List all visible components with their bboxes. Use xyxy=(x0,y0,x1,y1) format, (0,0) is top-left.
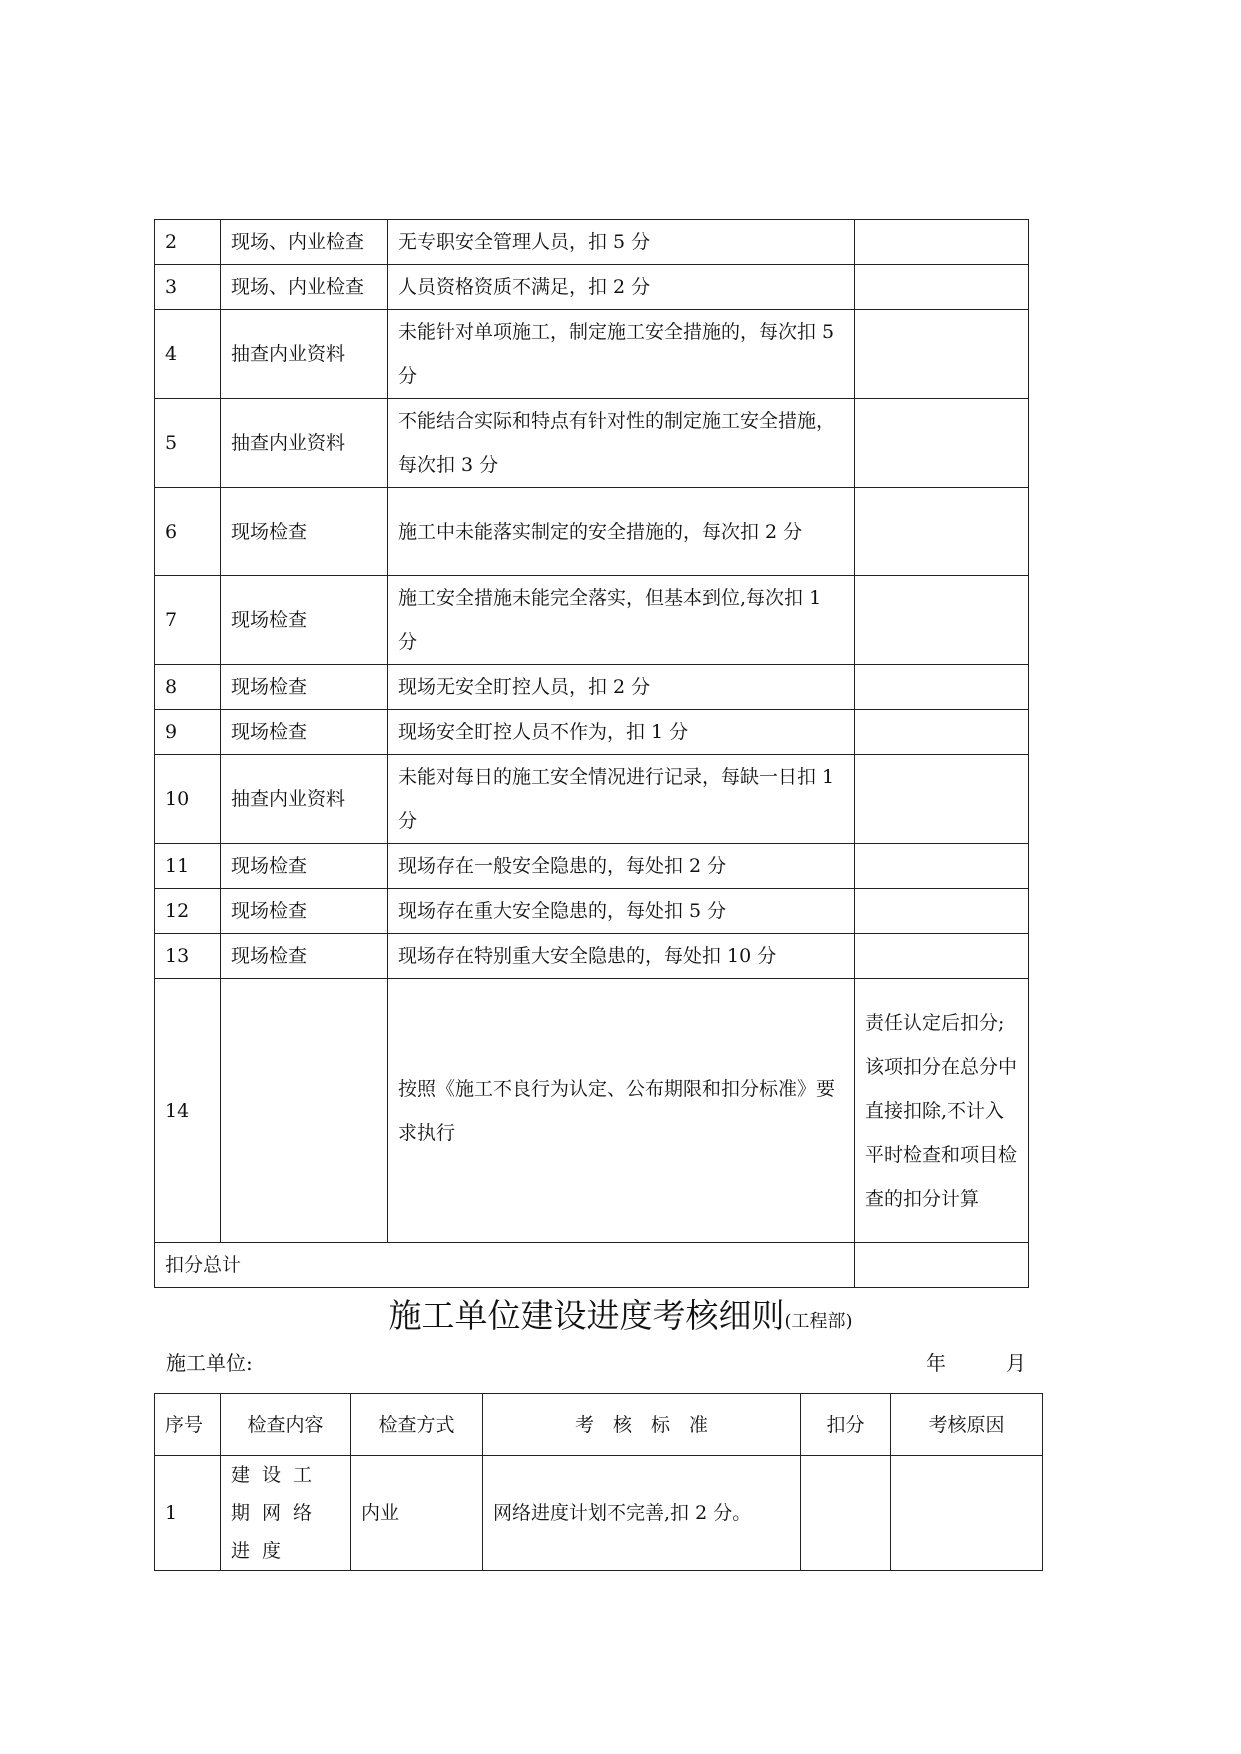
assessment-standard: 现场安全盯控人员不作为，扣 1 分 xyxy=(388,710,855,755)
table-row xyxy=(155,310,1029,399)
assessment-standard: 现场无安全盯控人员，扣 2 分 xyxy=(388,665,855,710)
check-content: 建设工期网络进度 xyxy=(221,1456,351,1571)
check-method: 现场检查 xyxy=(221,576,388,665)
header-standard: 考 核 标 准 xyxy=(483,1394,801,1456)
note-cell xyxy=(855,889,1029,934)
reason-cell xyxy=(891,1456,1043,1571)
table-row xyxy=(155,979,1029,1243)
table-row xyxy=(155,710,1029,755)
assessment-standard: 施工安全措施未能完全落实，但基本到位,每次扣 1 分 xyxy=(388,576,855,665)
assessment-standard: 未能对每日的施工安全情况进行记录，每缺一日扣 1 分 xyxy=(388,755,855,844)
row-number: 5 xyxy=(155,399,221,488)
table-row xyxy=(155,755,1029,844)
check-method: 抽查内业资料 xyxy=(221,399,388,488)
table-row xyxy=(155,665,1029,710)
assessment-standard: 现场存在特别重大安全隐患的，每处扣 10 分 xyxy=(388,934,855,979)
check-method: 抽查内业资料 xyxy=(221,755,388,844)
table-row xyxy=(155,844,1029,889)
row-number: 7 xyxy=(155,576,221,665)
table-row xyxy=(155,934,1029,979)
section-title-suffix: (工程部) xyxy=(784,1311,853,1332)
note-cell xyxy=(855,710,1029,755)
header-deduct: 扣分 xyxy=(801,1394,891,1456)
check-method xyxy=(221,979,388,1243)
assessment-standard: 现场存在一般安全隐患的，每处扣 2 分 xyxy=(388,844,855,889)
row-number: 4 xyxy=(155,310,221,399)
table-row xyxy=(155,488,1029,576)
row-number: 11 xyxy=(155,844,221,889)
table-row xyxy=(155,399,1029,488)
note-cell xyxy=(855,399,1029,488)
note-cell xyxy=(855,488,1029,576)
row-number: 9 xyxy=(155,710,221,755)
row-number: 13 xyxy=(155,934,221,979)
check-method: 抽查内业资料 xyxy=(221,310,388,399)
unit-label: 施工单位: xyxy=(166,1351,253,1375)
date-label: 年 月 xyxy=(926,1351,1026,1375)
total-label: 扣分总计 xyxy=(155,1243,855,1288)
assessment-standard: 人员资格资质不满足，扣 2 分 xyxy=(388,265,855,310)
row-number: 6 xyxy=(155,488,221,576)
check-method: 现场检查 xyxy=(221,665,388,710)
note-cell xyxy=(855,265,1029,310)
unit-line xyxy=(166,1347,1026,1377)
check-method: 现场检查 xyxy=(221,934,388,979)
table-header-row xyxy=(155,1394,1043,1456)
safety-deduction-table xyxy=(154,219,1029,1288)
check-method: 现场检查 xyxy=(221,488,388,576)
note-cell xyxy=(855,665,1029,710)
row-number: 10 xyxy=(155,755,221,844)
row-number: 1 xyxy=(155,1456,221,1571)
note-cell xyxy=(855,755,1029,844)
progress-assessment-table xyxy=(154,1393,1043,1571)
check-method: 现场、内业检查 xyxy=(221,220,388,265)
assessment-standard: 现场存在重大安全隐患的，每处扣 5 分 xyxy=(388,889,855,934)
note-cell xyxy=(855,220,1029,265)
note-cell: 责任认定后扣分;该项扣分在总分中直接扣除,不计入平时检查和项目检查的扣分计算 xyxy=(855,979,1029,1243)
deduct-cell xyxy=(801,1456,891,1571)
total-row xyxy=(155,1243,1029,1288)
row-number: 14 xyxy=(155,979,221,1243)
assessment-standard: 不能结合实际和特点有针对性的制定施工安全措施，每次扣 3 分 xyxy=(388,399,855,488)
check-method: 现场检查 xyxy=(221,889,388,934)
table-row xyxy=(155,576,1029,665)
check-method: 现场检查 xyxy=(221,844,388,889)
note-cell xyxy=(855,844,1029,889)
row-number: 12 xyxy=(155,889,221,934)
assessment-standard: 网络进度计划不完善,扣 2 分。 xyxy=(483,1456,801,1571)
section-title xyxy=(0,1290,1241,1337)
total-value xyxy=(855,1243,1029,1288)
assessment-standard: 按照《施工不良行为认定、公布期限和扣分标准》要求执行 xyxy=(388,979,855,1243)
assessment-standard: 施工中未能落实制定的安全措施的，每次扣 2 分 xyxy=(388,488,855,576)
assessment-standard: 未能针对单项施工，制定施工安全措施的，每次扣 5 分 xyxy=(388,310,855,399)
table-row xyxy=(155,889,1029,934)
header-reason: 考核原因 xyxy=(891,1394,1043,1456)
header-content: 检查内容 xyxy=(221,1394,351,1456)
check-method: 内业 xyxy=(351,1456,483,1571)
table-row xyxy=(155,265,1029,310)
note-cell xyxy=(855,310,1029,399)
assessment-standard: 无专职安全管理人员，扣 5 分 xyxy=(388,220,855,265)
section-title-text: 施工单位建设进度考核细则 xyxy=(388,1296,785,1335)
note-cell xyxy=(855,576,1029,665)
row-number: 3 xyxy=(155,265,221,310)
header-method: 检查方式 xyxy=(351,1394,483,1456)
row-number: 8 xyxy=(155,665,221,710)
note-cell xyxy=(855,934,1029,979)
check-method: 现场、内业检查 xyxy=(221,265,388,310)
table-row xyxy=(155,1456,1043,1571)
check-method: 现场检查 xyxy=(221,710,388,755)
row-number: 2 xyxy=(155,220,221,265)
table-row xyxy=(155,220,1029,265)
header-no: 序号 xyxy=(155,1394,221,1456)
